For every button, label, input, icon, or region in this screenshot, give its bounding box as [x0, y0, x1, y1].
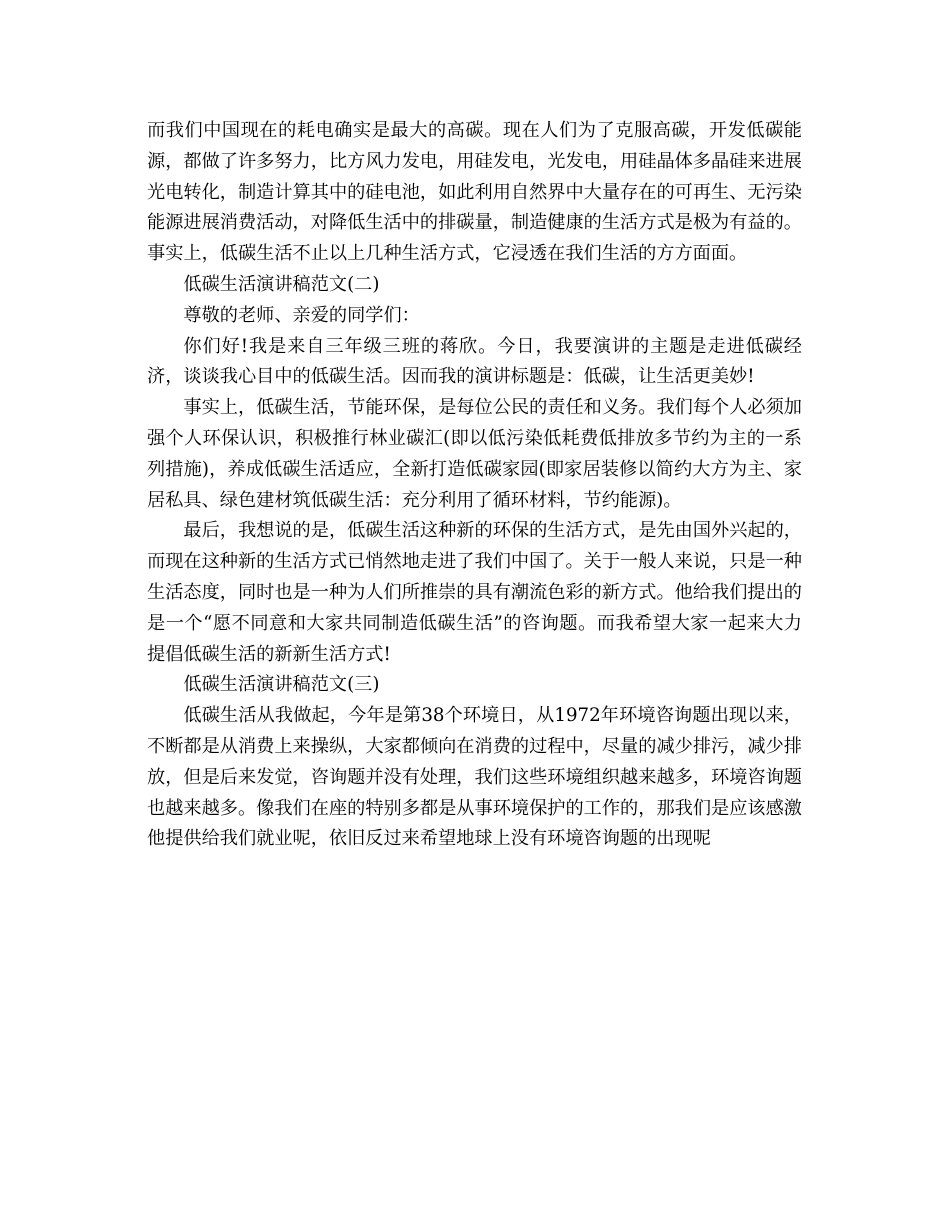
body-paragraph: 事实上，低碳生活，节能环保，是每位公民的责任和义务。我们每个人必须加强个人环保认识，积极推行林业碳汇(即以低污染低耗费低排放多节约为主的一系列措施)，养成低碳生活适应，全新打造低碳家园(即家居装修以简约大方为主、家居私具、绿色建材筑低碳生活：充分利用了循环材料，节约能源)。	[147, 397, 802, 511]
body-paragraph-continued: 而我们中国现在的耗电确实是最大的高碳。现在人们为了克服高碳，开发低碳能源，都做了许多努力，比方风力发电，用硅发电，光发电，用硅晶体多晶硅来进展光电转化，制造计算其中的硅电池，如此利用自然界中大量存在的可再生、无污染能源进展消费活动，对降低生活中的排碳量，制造健康的生活方式是极为有益的。事实上，低碳生活不止以上几种生活方式，它浸透在我们生活的方方面面。	[147, 120, 802, 265]
section-heading-2: 低碳生活演讲稿范文(二)	[183, 273, 380, 295]
document-body	[147, 116, 802, 855]
section-heading-3: 低碳生活演讲稿范文(三)	[183, 674, 380, 696]
body-paragraph: 你们好!我是来自三年级三班的蒋欣。今日，我要演讲的主题是走进低碳经济，谈谈我心目中的低碳生活。因而我的演讲标题是：低碳，让生活更美妙!	[147, 335, 802, 388]
salutation: 尊敬的老师、亲爱的同学们：	[183, 304, 420, 326]
body-paragraph: 低碳生活从我做起，今年是第38个环境日，从1972年环境咨询题出现以来，不断都是从消费上来操纵，大家都倾向在消费的过程中，尽量的减少排污，减少排放，但是后来发觉，咨询题并没有处理，我们这些环境组织越来越多，环境咨询题也越来越多。像我们在座的特别多都是从事环境保护的工作的，那我们是应该感激他提供给我们就业呢，依旧反过来希望地球上没有环境咨询题的出现呢	[147, 705, 802, 850]
body-paragraph: 最后，我想说的是，低碳生活这种新的环保的生活方式，是先由国外兴起的，而现在这种新的生活方式已悄然地走进了我们中国了。关于一般人来说，只是一种生活态度，同时也是一种为人们所推崇的具有潮流色彩的新方式。他给我们提出的是一个“愿不同意和大家共同制造低碳生活”的咨询题。而我希望大家一起来大力提倡低碳生活的新新生活方式!	[147, 520, 802, 665]
